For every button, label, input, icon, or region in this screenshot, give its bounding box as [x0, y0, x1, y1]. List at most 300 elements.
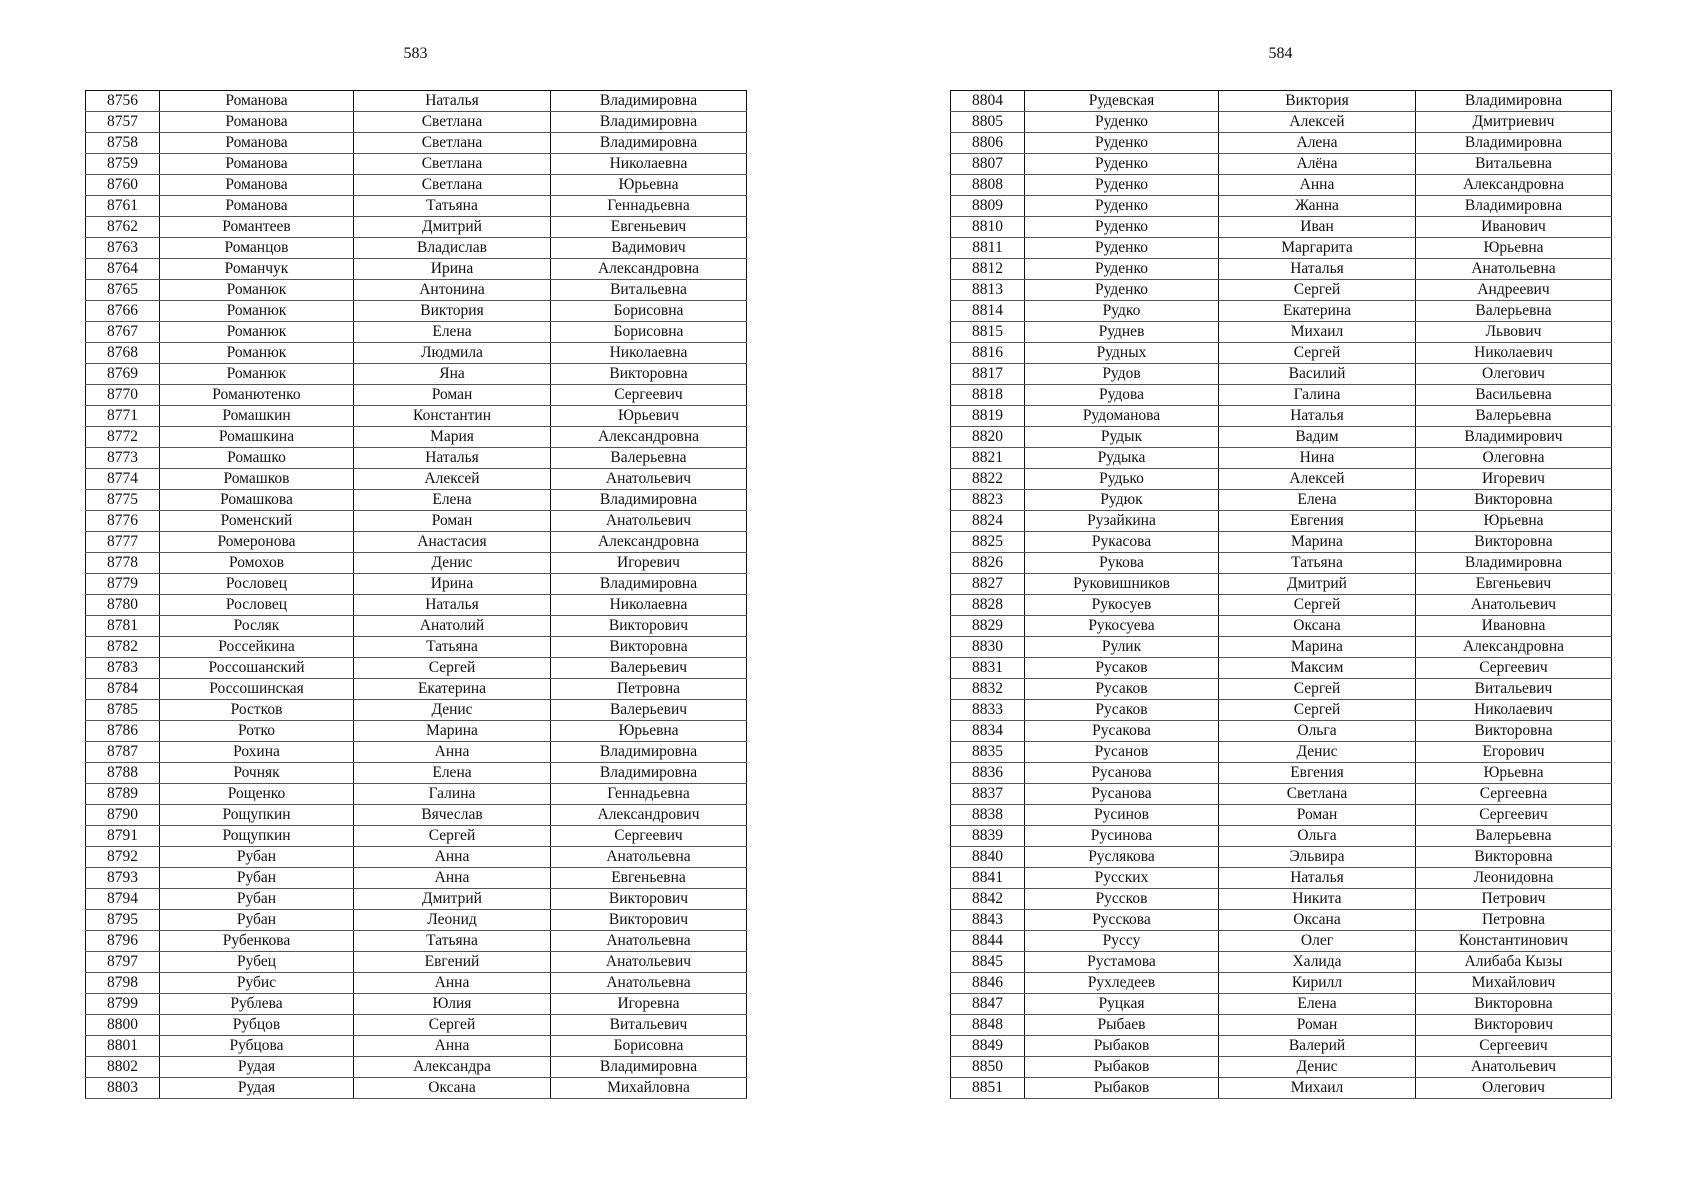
- patronymic-cell: Борисовна: [551, 1036, 747, 1057]
- first-name-cell: Анна: [354, 973, 551, 994]
- record-number-cell: 8768: [86, 343, 160, 364]
- table-row: [951, 427, 1612, 448]
- table-row: [86, 280, 747, 301]
- table-row: [86, 889, 747, 910]
- record-number-cell: 8819: [951, 406, 1025, 427]
- last-name-cell: Рубенкова: [160, 931, 354, 952]
- last-name-cell: Руковишников: [1025, 574, 1219, 595]
- roster-table: [950, 90, 1612, 1099]
- table-row: [86, 406, 747, 427]
- patronymic-cell: Владимировна: [551, 763, 747, 784]
- patronymic-cell: Михайлович: [1416, 973, 1612, 994]
- first-name-cell: Татьяна: [354, 931, 551, 952]
- patronymic-cell: Евгеньевич: [551, 217, 747, 238]
- patronymic-cell: Витальевна: [551, 280, 747, 301]
- first-name-cell: Елена: [1219, 490, 1416, 511]
- record-number-cell: 8836: [951, 763, 1025, 784]
- last-name-cell: Рубцов: [160, 1015, 354, 1036]
- table-row: [86, 1015, 747, 1036]
- record-number-cell: 8835: [951, 742, 1025, 763]
- last-name-cell: Рукова: [1025, 553, 1219, 574]
- last-name-cell: Романова: [160, 133, 354, 154]
- table-row: [951, 322, 1612, 343]
- patronymic-cell: Петровна: [551, 679, 747, 700]
- record-number-cell: 8814: [951, 301, 1025, 322]
- patronymic-cell: Анатольевна: [551, 847, 747, 868]
- record-number-cell: 8776: [86, 511, 160, 532]
- last-name-cell: Ромашкин: [160, 406, 354, 427]
- record-number-cell: 8794: [86, 889, 160, 910]
- patronymic-cell: Олегович: [1416, 1078, 1612, 1099]
- record-number-cell: 8790: [86, 805, 160, 826]
- first-name-cell: Халида: [1219, 952, 1416, 973]
- table-row: [86, 994, 747, 1015]
- record-number-cell: 8808: [951, 175, 1025, 196]
- first-name-cell: Константин: [354, 406, 551, 427]
- patronymic-cell: Викторовна: [1416, 532, 1612, 553]
- record-number-cell: 8778: [86, 553, 160, 574]
- last-name-cell: Романова: [160, 175, 354, 196]
- patronymic-cell: Владимировна: [551, 112, 747, 133]
- last-name-cell: Россошинская: [160, 679, 354, 700]
- record-number-cell: 8785: [86, 700, 160, 721]
- table-row: [86, 385, 747, 406]
- first-name-cell: Анастасия: [354, 532, 551, 553]
- patronymic-cell: Анатольевна: [1416, 259, 1612, 280]
- table-row: [951, 112, 1612, 133]
- record-number-cell: 8786: [86, 721, 160, 742]
- patronymic-cell: Евгеньевич: [1416, 574, 1612, 595]
- table-row: [86, 217, 747, 238]
- patronymic-cell: Евгеньевна: [551, 868, 747, 889]
- last-name-cell: Романова: [160, 196, 354, 217]
- last-name-cell: Романюк: [160, 301, 354, 322]
- last-name-cell: Руденко: [1025, 238, 1219, 259]
- patronymic-cell: Сергеевич: [1416, 1036, 1612, 1057]
- patronymic-cell: Витальевна: [1416, 154, 1612, 175]
- first-name-cell: Екатерина: [354, 679, 551, 700]
- first-name-cell: Роман: [1219, 1015, 1416, 1036]
- patronymic-cell: Сергеевич: [551, 826, 747, 847]
- first-name-cell: Михаил: [1219, 1078, 1416, 1099]
- last-name-cell: Россошанский: [160, 658, 354, 679]
- table-row: [86, 910, 747, 931]
- first-name-cell: Дмитрий: [1219, 574, 1416, 595]
- table-row: [86, 1036, 747, 1057]
- patronymic-cell: Витальевич: [551, 1015, 747, 1036]
- table-row: [86, 469, 747, 490]
- first-name-cell: Анна: [354, 868, 551, 889]
- table-row: [86, 931, 747, 952]
- table-row: [86, 490, 747, 511]
- patronymic-cell: Львович: [1416, 322, 1612, 343]
- record-number-cell: 8806: [951, 133, 1025, 154]
- patronymic-cell: Юрьевна: [551, 721, 747, 742]
- patronymic-cell: Константинович: [1416, 931, 1612, 952]
- table-row: [951, 805, 1612, 826]
- last-name-cell: Руссков: [1025, 889, 1219, 910]
- last-name-cell: Ротко: [160, 721, 354, 742]
- last-name-cell: Рудыка: [1025, 448, 1219, 469]
- record-number-cell: 8779: [86, 574, 160, 595]
- last-name-cell: Рудюк: [1025, 490, 1219, 511]
- last-name-cell: Рудая: [160, 1057, 354, 1078]
- record-number-cell: 8789: [86, 784, 160, 805]
- table-row: [86, 679, 747, 700]
- record-number-cell: 8780: [86, 595, 160, 616]
- first-name-cell: Светлана: [354, 175, 551, 196]
- table-row: [86, 133, 747, 154]
- last-name-cell: Романова: [160, 91, 354, 112]
- record-number-cell: 8787: [86, 742, 160, 763]
- last-name-cell: Рохина: [160, 742, 354, 763]
- patronymic-cell: Сергеевна: [1416, 784, 1612, 805]
- last-name-cell: Рудая: [160, 1078, 354, 1099]
- table-row: [951, 469, 1612, 490]
- table-row: [951, 238, 1612, 259]
- table-row: [86, 616, 747, 637]
- first-name-cell: Сергей: [354, 826, 551, 847]
- patronymic-cell: Игоревич: [1416, 469, 1612, 490]
- first-name-cell: Виктория: [1219, 91, 1416, 112]
- first-name-cell: Олег: [1219, 931, 1416, 952]
- table-row: [951, 259, 1612, 280]
- last-name-cell: Руденко: [1025, 280, 1219, 301]
- table-row: [86, 532, 747, 553]
- first-name-cell: Алексей: [1219, 112, 1416, 133]
- last-name-cell: Романюк: [160, 343, 354, 364]
- patronymic-cell: Викторовна: [1416, 490, 1612, 511]
- last-name-cell: Романтеев: [160, 217, 354, 238]
- first-name-cell: Елена: [1219, 994, 1416, 1015]
- table-row: [951, 700, 1612, 721]
- record-number-cell: 8807: [951, 154, 1025, 175]
- record-number-cell: 8782: [86, 637, 160, 658]
- patronymic-cell: Викторовна: [551, 637, 747, 658]
- record-number-cell: 8841: [951, 868, 1025, 889]
- first-name-cell: Леонид: [354, 910, 551, 931]
- patronymic-cell: Олеговна: [1416, 448, 1612, 469]
- table-row: [951, 448, 1612, 469]
- record-number-cell: 8809: [951, 196, 1025, 217]
- first-name-cell: Татьяна: [354, 196, 551, 217]
- record-number-cell: 8756: [86, 91, 160, 112]
- patronymic-cell: Андреевич: [1416, 280, 1612, 301]
- record-number-cell: 8796: [86, 931, 160, 952]
- last-name-cell: Романюк: [160, 364, 354, 385]
- table-row: [86, 448, 747, 469]
- last-name-cell: Руденко: [1025, 196, 1219, 217]
- last-name-cell: Романюк: [160, 280, 354, 301]
- last-name-cell: Ромохов: [160, 553, 354, 574]
- first-name-cell: Мария: [354, 427, 551, 448]
- first-name-cell: Анна: [354, 1036, 551, 1057]
- last-name-cell: Руднев: [1025, 322, 1219, 343]
- patronymic-cell: Валерьевна: [1416, 826, 1612, 847]
- first-name-cell: Сергей: [1219, 700, 1416, 721]
- first-name-cell: Оксана: [354, 1078, 551, 1099]
- table-row: [951, 679, 1612, 700]
- record-number-cell: 8805: [951, 112, 1025, 133]
- last-name-cell: Руденко: [1025, 133, 1219, 154]
- last-name-cell: Русанов: [1025, 742, 1219, 763]
- record-number-cell: 8817: [951, 364, 1025, 385]
- record-number-cell: 8784: [86, 679, 160, 700]
- last-name-cell: Романчук: [160, 259, 354, 280]
- table-row: [951, 280, 1612, 301]
- last-name-cell: Ромашков: [160, 469, 354, 490]
- last-name-cell: Рубис: [160, 973, 354, 994]
- table-row: [86, 259, 747, 280]
- patronymic-cell: Егорович: [1416, 742, 1612, 763]
- patronymic-cell: Юрьевна: [1416, 763, 1612, 784]
- record-number-cell: 8800: [86, 1015, 160, 1036]
- patronymic-cell: Николаевич: [1416, 700, 1612, 721]
- record-number-cell: 8840: [951, 847, 1025, 868]
- table-row: [951, 658, 1612, 679]
- record-number-cell: 8774: [86, 469, 160, 490]
- first-name-cell: Александра: [354, 1057, 551, 1078]
- first-name-cell: Марина: [1219, 532, 1416, 553]
- patronymic-cell: Викторовна: [1416, 721, 1612, 742]
- first-name-cell: Светлана: [1219, 784, 1416, 805]
- table-row: [86, 553, 747, 574]
- first-name-cell: Ольга: [1219, 826, 1416, 847]
- last-name-cell: Рудоманова: [1025, 406, 1219, 427]
- patronymic-cell: Валерьевна: [551, 448, 747, 469]
- last-name-cell: Рукосуева: [1025, 616, 1219, 637]
- table-row: [86, 301, 747, 322]
- record-number-cell: 8763: [86, 238, 160, 259]
- patronymic-cell: Васильевна: [1416, 385, 1612, 406]
- patronymic-cell: Валерьевна: [1416, 301, 1612, 322]
- first-name-cell: Галина: [354, 784, 551, 805]
- patronymic-cell: Александрович: [551, 805, 747, 826]
- record-number-cell: 8851: [951, 1078, 1025, 1099]
- patronymic-cell: Дмитриевич: [1416, 112, 1612, 133]
- table-row: [951, 343, 1612, 364]
- patronymic-cell: Викторович: [551, 616, 747, 637]
- first-name-cell: Алексей: [354, 469, 551, 490]
- record-number-cell: 8802: [86, 1057, 160, 1078]
- table-row: [951, 931, 1612, 952]
- record-number-cell: 8775: [86, 490, 160, 511]
- record-number-cell: 8758: [86, 133, 160, 154]
- table-row: [86, 868, 747, 889]
- first-name-cell: Юлия: [354, 994, 551, 1015]
- last-name-cell: Руслякова: [1025, 847, 1219, 868]
- last-name-cell: Рудык: [1025, 427, 1219, 448]
- first-name-cell: Татьяна: [1219, 553, 1416, 574]
- last-name-cell: Рудько: [1025, 469, 1219, 490]
- last-name-cell: Руденко: [1025, 175, 1219, 196]
- table-row: [86, 721, 747, 742]
- last-name-cell: Рощупкин: [160, 826, 354, 847]
- first-name-cell: Ирина: [354, 259, 551, 280]
- table-row: [86, 658, 747, 679]
- first-name-cell: Сергей: [1219, 679, 1416, 700]
- patronymic-cell: Вадимович: [551, 238, 747, 259]
- last-name-cell: Рочняк: [160, 763, 354, 784]
- last-name-cell: Русаков: [1025, 700, 1219, 721]
- record-number-cell: 8847: [951, 994, 1025, 1015]
- patronymic-cell: Сергеевич: [1416, 805, 1612, 826]
- patronymic-cell: Владимировна: [1416, 196, 1612, 217]
- record-number-cell: 8825: [951, 532, 1025, 553]
- first-name-cell: Никита: [1219, 889, 1416, 910]
- record-number-cell: 8781: [86, 616, 160, 637]
- patronymic-cell: Владимировна: [1416, 553, 1612, 574]
- patronymic-cell: Анатольевич: [551, 952, 747, 973]
- record-number-cell: 8767: [86, 322, 160, 343]
- last-name-cell: Русинова: [1025, 826, 1219, 847]
- first-name-cell: Денис: [354, 700, 551, 721]
- first-name-cell: Евгения: [1219, 511, 1416, 532]
- first-name-cell: Оксана: [1219, 616, 1416, 637]
- last-name-cell: Русскова: [1025, 910, 1219, 931]
- table-row: [86, 322, 747, 343]
- last-name-cell: Рубан: [160, 847, 354, 868]
- table-row: [86, 700, 747, 721]
- table-row: [951, 553, 1612, 574]
- record-number-cell: 8760: [86, 175, 160, 196]
- last-name-cell: Рубан: [160, 889, 354, 910]
- first-name-cell: Анна: [1219, 175, 1416, 196]
- table-row: [951, 574, 1612, 595]
- patronymic-cell: Борисовна: [551, 301, 747, 322]
- record-number-cell: 8846: [951, 973, 1025, 994]
- record-number-cell: 8797: [86, 952, 160, 973]
- patronymic-cell: Олегович: [1416, 364, 1612, 385]
- first-name-cell: Наталья: [1219, 406, 1416, 427]
- table-row: [951, 1057, 1612, 1078]
- last-name-cell: Руцкая: [1025, 994, 1219, 1015]
- last-name-cell: Ромеронова: [160, 532, 354, 553]
- first-name-cell: Сергей: [354, 1015, 551, 1036]
- patronymic-cell: Геннадьевна: [551, 196, 747, 217]
- last-name-cell: Рулик: [1025, 637, 1219, 658]
- patronymic-cell: Леонидовна: [1416, 868, 1612, 889]
- patronymic-cell: Валерьевич: [551, 700, 747, 721]
- patronymic-cell: Владимировна: [551, 742, 747, 763]
- record-number-cell: 8839: [951, 826, 1025, 847]
- last-name-cell: Рудова: [1025, 385, 1219, 406]
- table-row: [951, 595, 1612, 616]
- table-row: [951, 406, 1612, 427]
- record-number-cell: 8845: [951, 952, 1025, 973]
- patronymic-cell: Александровна: [551, 532, 747, 553]
- patronymic-cell: Викторович: [551, 910, 747, 931]
- first-name-cell: Максим: [1219, 658, 1416, 679]
- table-row: [86, 1057, 747, 1078]
- table-row: [86, 784, 747, 805]
- first-name-cell: Оксана: [1219, 910, 1416, 931]
- first-name-cell: Сергей: [1219, 280, 1416, 301]
- record-number-cell: 8771: [86, 406, 160, 427]
- record-number-cell: 8773: [86, 448, 160, 469]
- record-number-cell: 8772: [86, 427, 160, 448]
- first-name-cell: Наталья: [354, 448, 551, 469]
- record-number-cell: 8791: [86, 826, 160, 847]
- first-name-cell: Дмитрий: [354, 217, 551, 238]
- record-number-cell: 8843: [951, 910, 1025, 931]
- last-name-cell: Рудных: [1025, 343, 1219, 364]
- first-name-cell: Светлана: [354, 133, 551, 154]
- record-number-cell: 8826: [951, 553, 1025, 574]
- record-number-cell: 8838: [951, 805, 1025, 826]
- first-name-cell: Анна: [354, 847, 551, 868]
- table-row: [951, 742, 1612, 763]
- first-name-cell: Роман: [354, 511, 551, 532]
- first-name-cell: Маргарита: [1219, 238, 1416, 259]
- table-row: [86, 427, 747, 448]
- record-number-cell: 8795: [86, 910, 160, 931]
- patronymic-cell: Викторовна: [1416, 994, 1612, 1015]
- record-number-cell: 8824: [951, 511, 1025, 532]
- patronymic-cell: Владимирович: [1416, 427, 1612, 448]
- record-number-cell: 8820: [951, 427, 1025, 448]
- record-number-cell: 8829: [951, 616, 1025, 637]
- table-row: [86, 973, 747, 994]
- first-name-cell: Наталья: [1219, 259, 1416, 280]
- last-name-cell: Рубцова: [160, 1036, 354, 1057]
- last-name-cell: Русаков: [1025, 658, 1219, 679]
- patronymic-cell: Владимировна: [551, 91, 747, 112]
- roster-table: [85, 90, 747, 1099]
- last-name-cell: Рукасова: [1025, 532, 1219, 553]
- last-name-cell: Руденко: [1025, 259, 1219, 280]
- record-number-cell: 8761: [86, 196, 160, 217]
- patronymic-cell: Анатольевич: [1416, 595, 1612, 616]
- first-name-cell: Сергей: [1219, 343, 1416, 364]
- patronymic-cell: Михайловна: [551, 1078, 747, 1099]
- patronymic-cell: Сергеевич: [551, 385, 747, 406]
- patronymic-cell: Николаевна: [551, 154, 747, 175]
- patronymic-cell: Петровна: [1416, 910, 1612, 931]
- patronymic-cell: Владимировна: [551, 574, 747, 595]
- last-name-cell: Рыбаков: [1025, 1036, 1219, 1057]
- table-row: [951, 490, 1612, 511]
- table-row: [86, 154, 747, 175]
- table-row: [951, 217, 1612, 238]
- record-number-cell: 8762: [86, 217, 160, 238]
- first-name-cell: Михаил: [1219, 322, 1416, 343]
- table-row: [951, 826, 1612, 847]
- patronymic-cell: Юрьевич: [551, 406, 747, 427]
- record-number-cell: 8764: [86, 259, 160, 280]
- first-name-cell: Василий: [1219, 364, 1416, 385]
- page-number: 583: [403, 45, 428, 62]
- first-name-cell: Жанна: [1219, 196, 1416, 217]
- first-name-cell: Светлана: [354, 112, 551, 133]
- record-number-cell: 8821: [951, 448, 1025, 469]
- patronymic-cell: Борисовна: [551, 322, 747, 343]
- record-number-cell: 8757: [86, 112, 160, 133]
- table-row: [951, 91, 1612, 112]
- last-name-cell: Росляк: [160, 616, 354, 637]
- last-name-cell: Рощенко: [160, 784, 354, 805]
- patronymic-cell: Владимировна: [551, 1057, 747, 1078]
- last-name-cell: Русских: [1025, 868, 1219, 889]
- patronymic-cell: Викторович: [1416, 1015, 1612, 1036]
- first-name-cell: Галина: [1219, 385, 1416, 406]
- table-row: [951, 385, 1612, 406]
- table-row: [86, 175, 747, 196]
- patronymic-cell: Валерьевич: [551, 658, 747, 679]
- table-row: [951, 847, 1612, 868]
- patronymic-cell: Валерьевна: [1416, 406, 1612, 427]
- last-name-cell: Рыбаев: [1025, 1015, 1219, 1036]
